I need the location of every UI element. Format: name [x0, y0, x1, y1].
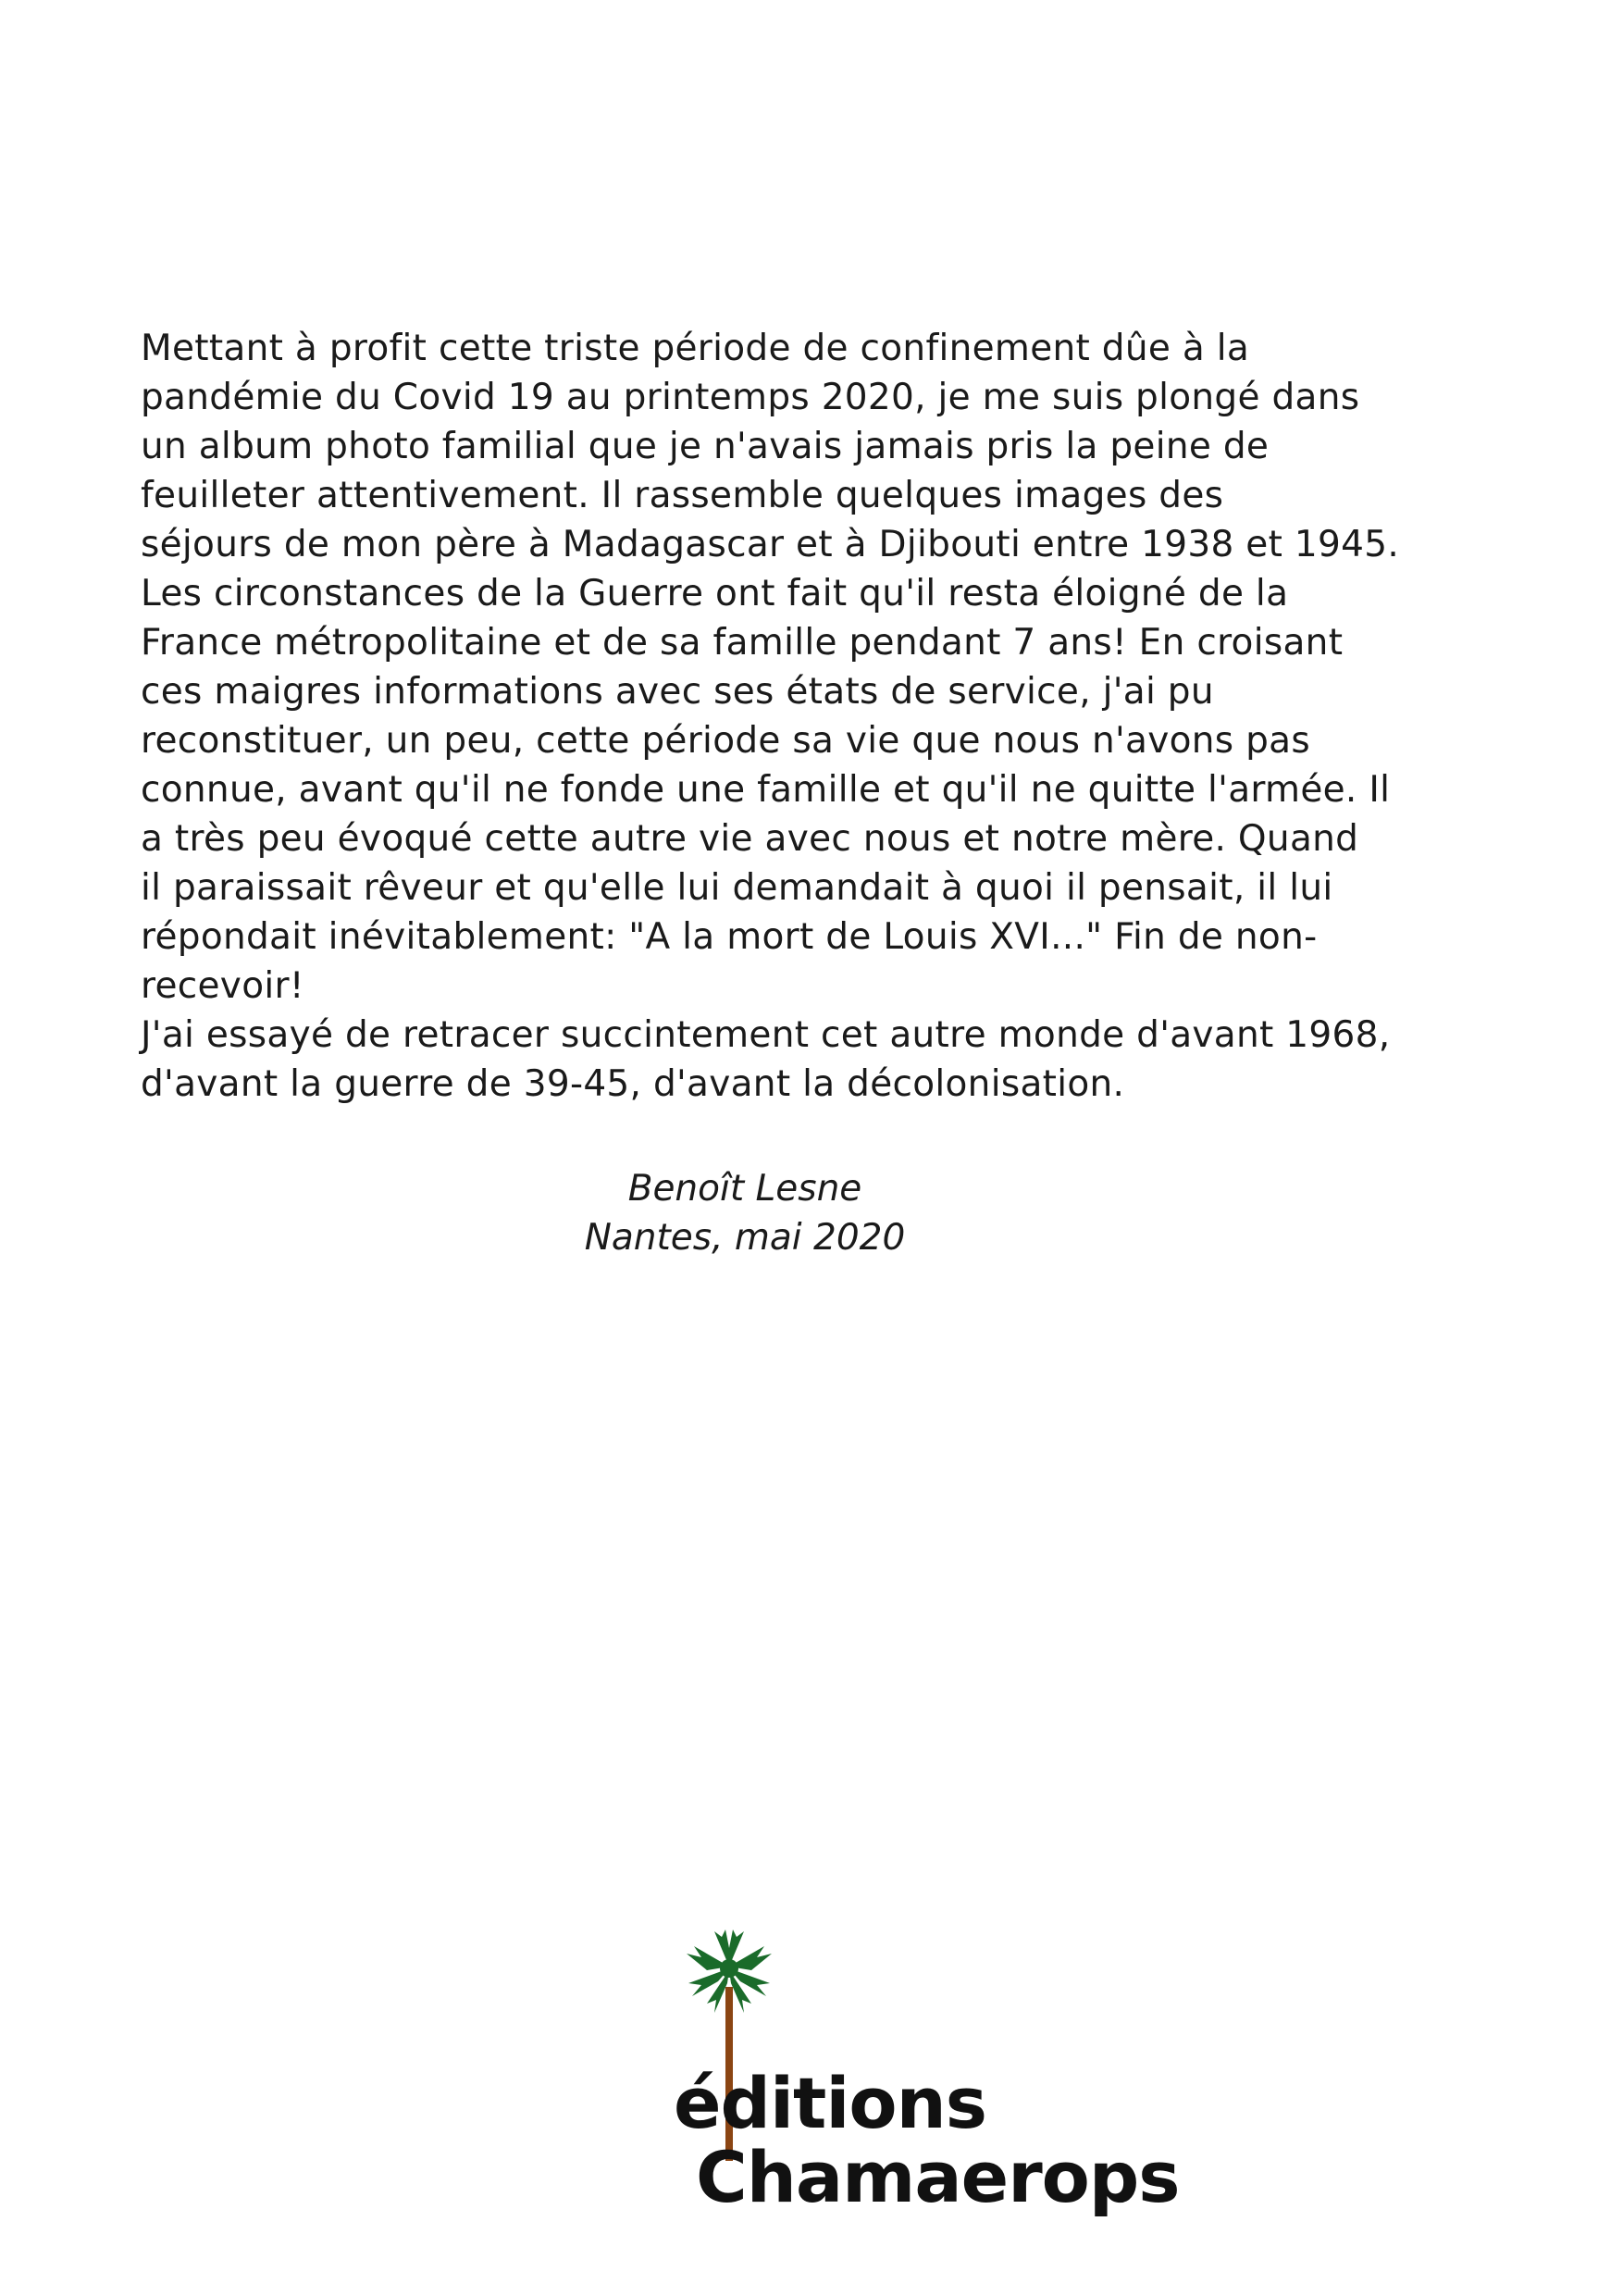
foreword-paragraph: [141, 324, 1473, 1109]
place-date: Nantes, mai 2020: [584, 1217, 906, 1259]
paragraph-line: pandémie du Covid 19 au printemps 2020, je me suis plongé dans: [141, 377, 1360, 418]
paragraph-line: France métropolitaine et de sa famille pendant 7 ans! En croisant: [141, 622, 1344, 664]
paragraph-line: a très peu évoqué cette autre vie avec nous et notre mère. Quand: [141, 818, 1359, 860]
paragraph-line: un album photo familial que je n'avais jamais pris la peine de: [141, 426, 1270, 467]
paragraph-line: connue, avant qu'il ne fonde une famille et qu'il ne quitte l'armée. Il: [141, 769, 1391, 811]
paragraph-line: Les circonstances de la Guerre ont fait qu'il resta éloigné de la: [141, 573, 1289, 614]
publisher-logo: [674, 1930, 1180, 2235]
paragraph-line: répondait inévitablement: "A la mort de Louis XVI..." Fin de non-: [141, 916, 1318, 958]
paragraph-line: il paraissait rêveur et qu'elle lui demandait à quoi il pensait, il lui: [141, 867, 1333, 909]
logo-text-editions: éditions: [674, 2062, 986, 2144]
paragraph-line: recevoir!: [141, 965, 304, 1007]
paragraph-line: Mettant à profit cette triste période de confinement dûe à la: [141, 328, 1250, 369]
logo-text-chamaerops: Chamaerops: [696, 2136, 1180, 2218]
paragraph-line: séjours de mon père à Madagascar et à Djibouti entre 1938 et 1945.: [141, 524, 1400, 565]
paragraph-line: feuilleter attentivement. Il rassemble quelques images des: [141, 475, 1224, 516]
paragraph-line: d'avant la guerre de 39-45, d'avant la décolonisation.: [141, 1063, 1125, 1105]
paragraph-line: reconstituer, un peu, cette période sa vie que nous n'avons pas: [141, 720, 1310, 762]
author-name: Benoît Lesne: [627, 1168, 862, 1210]
signature-block: [0, 1164, 1490, 1262]
paragraph-line: J'ai essayé de retracer succintement cet autre monde d'avant 1968,: [141, 1014, 1391, 1056]
paragraph-line: ces maigres informations avec ses états de service, j'ai pu: [141, 671, 1214, 713]
